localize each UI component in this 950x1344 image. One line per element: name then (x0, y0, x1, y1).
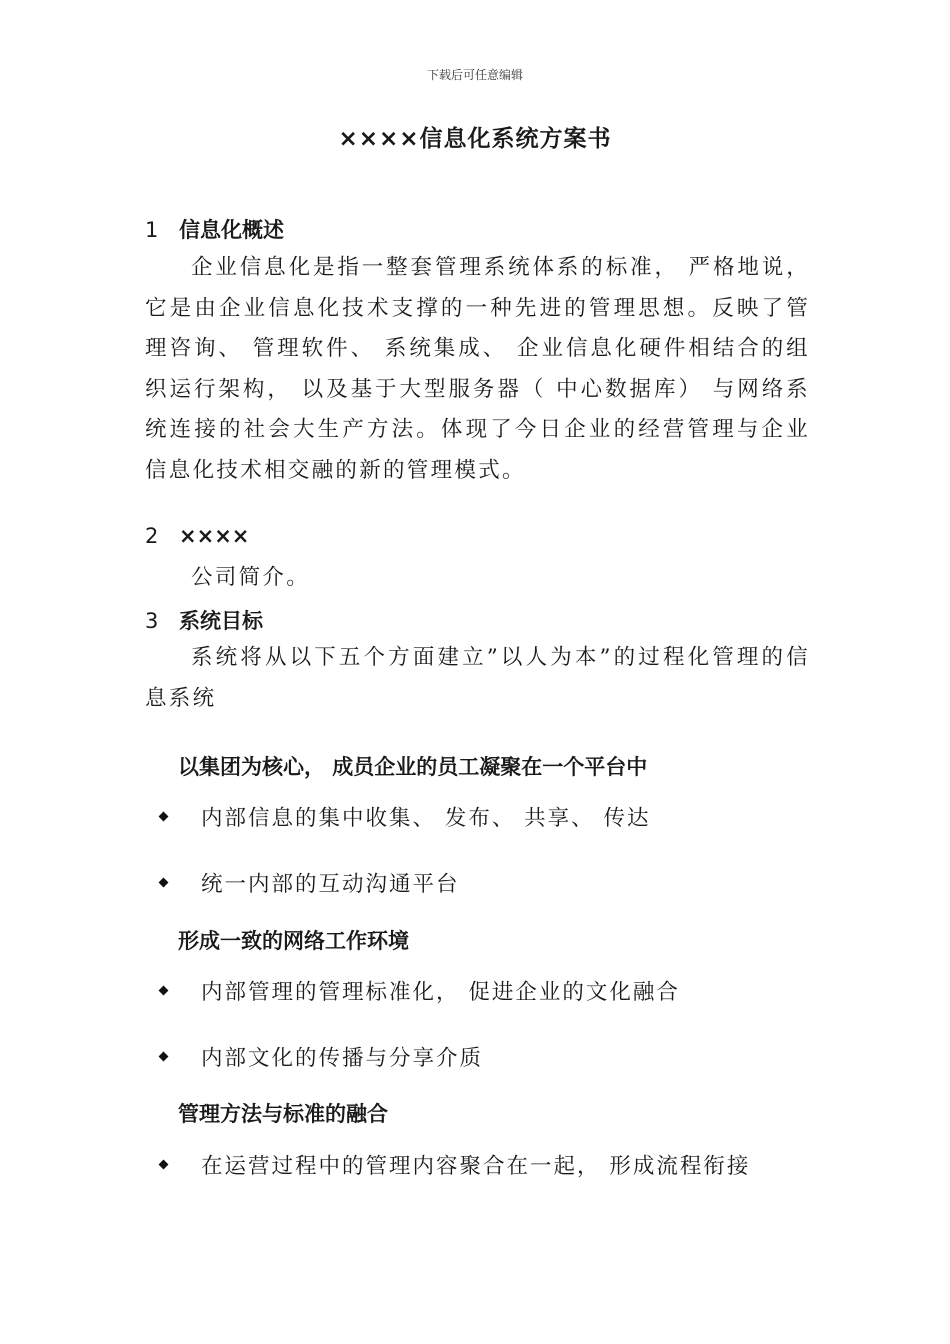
goal-2-title: 形成一致的网络工作环境 (178, 929, 409, 953)
list-item (158, 975, 680, 1005)
section-number: 1 (145, 218, 159, 242)
list-item (158, 801, 651, 831)
header-note: 下载后可任意编辑 (426, 68, 523, 82)
list-item (158, 867, 460, 897)
document-title: ××××信息化系统方案书 (338, 126, 612, 152)
goal-3-title: 管理方法与标准的融合 (178, 1102, 388, 1126)
bullet-icon (159, 1159, 169, 1169)
list-item-text: 统一内部的互动沟通平台 (201, 871, 460, 897)
list-item-text: 内部文化的传播与分享介质 (201, 1045, 484, 1071)
bullet-icon (159, 877, 169, 887)
section-title: ×××× (179, 524, 250, 548)
section-number: 3 (145, 609, 159, 633)
list-item (158, 1149, 750, 1179)
list-item (158, 1041, 483, 1071)
bullet-icon (159, 985, 169, 995)
section-title: 系统目标 (179, 609, 263, 633)
section-3-heading (145, 605, 263, 635)
section-3-body: 系统将从以下五个方面建立”以人为本”的过程化管理的信息系统 (145, 645, 810, 711)
section-2-heading (145, 524, 249, 548)
section-title: 信息化概述 (179, 218, 284, 242)
section-number: 2 (145, 524, 159, 548)
section-1-body: 企业信息化是指一整套管理系统体系的标准， 严格地说，它是由企业信息化技术支撑的一种先进的管理思想。反映了管理咨询、 管理软件、 系统集成、 企业信息化硬件相结合的组织运行架构， 以及基于大型服务器（ 中心数据库） 与网络系统连接的社会大生产方法。体现了今日企业的经营管理与企业信息化技术相交融的新的管理模式。 (145, 255, 810, 483)
section-1-heading (145, 214, 284, 244)
goal-1-title: 以集团为核心， 成员企业的员工凝聚在一个平台中 (178, 755, 648, 779)
bullet-icon (159, 811, 169, 821)
list-item-text: 在运营过程中的管理内容聚合在一起， 形成流程衔接 (201, 1153, 751, 1179)
bullet-icon (159, 1051, 169, 1061)
list-item-text: 内部信息的集中收集、 发布、 共享、 传达 (201, 805, 651, 831)
section-2-body: 公司简介。 (191, 565, 311, 590)
list-item-text: 内部管理的管理标准化， 促进企业的文化融合 (201, 979, 680, 1005)
